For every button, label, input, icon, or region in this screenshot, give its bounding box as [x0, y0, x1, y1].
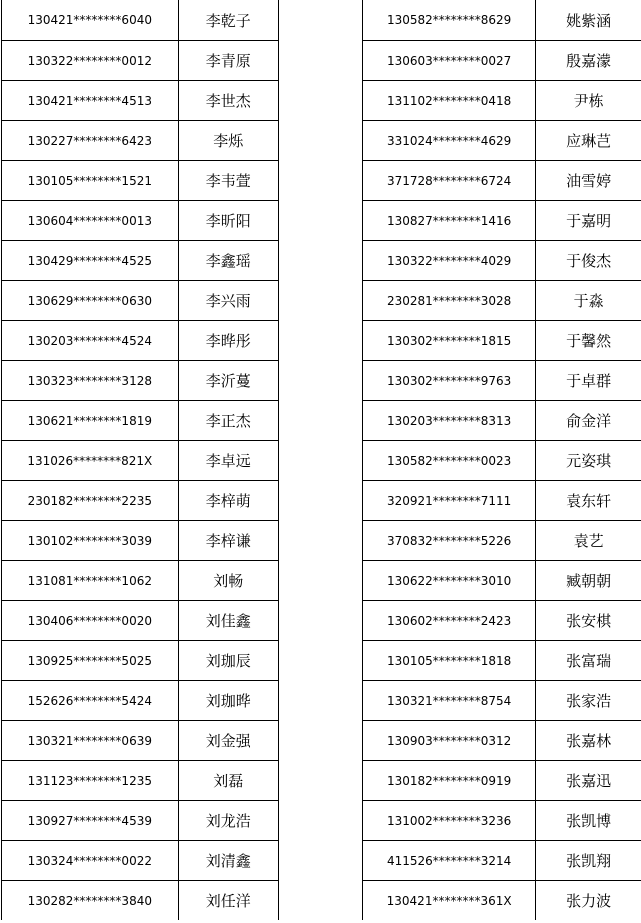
id-number-cell: 130421********4513: [2, 81, 179, 121]
name-cell: 张凯翔: [536, 841, 641, 881]
id-number-cell: 130321********0639: [2, 721, 179, 761]
table-row: [363, 161, 641, 201]
table-row: [2, 281, 279, 321]
name-cell: 袁艺: [536, 521, 641, 561]
table-row: [2, 401, 279, 441]
name-cell: 殷嘉濛: [536, 41, 641, 81]
name-cell: 李沂蔓: [178, 361, 278, 401]
name-cell: 李晔彤: [178, 321, 278, 361]
roster-table-right-body: [363, 0, 641, 920]
name-cell: 李青原: [178, 41, 278, 81]
name-cell: 张富瑞: [536, 641, 641, 681]
name-cell: 应琳芑: [536, 121, 641, 161]
id-number-cell: 130102********3039: [2, 521, 179, 561]
table-row: [2, 801, 279, 841]
id-number-cell: 130604********0013: [2, 201, 179, 241]
id-number-cell: 130629********0630: [2, 281, 179, 321]
id-number-cell: 130324********0022: [2, 841, 179, 881]
name-cell: 刘清鑫: [178, 841, 278, 881]
roster-table-left: [1, 0, 279, 920]
id-number-cell: 130302********1815: [363, 321, 536, 361]
id-number-cell: 130227********6423: [2, 121, 179, 161]
name-cell: 刘畅: [178, 561, 278, 601]
name-cell: 张嘉林: [536, 721, 641, 761]
id-number-cell: 130302********9763: [363, 361, 536, 401]
name-cell: 刘磊: [178, 761, 278, 801]
name-cell: 李烁: [178, 121, 278, 161]
id-number-cell: 131002********3236: [363, 801, 536, 841]
table-row: [363, 761, 641, 801]
name-cell: 于嘉明: [536, 201, 641, 241]
name-cell: 刘佳鑫: [178, 601, 278, 641]
name-cell: 刘龙浩: [178, 801, 278, 841]
name-cell: 尹栋: [536, 81, 641, 121]
name-cell: 于卓群: [536, 361, 641, 401]
table-row: [363, 321, 641, 361]
table-row: [2, 881, 279, 921]
name-cell: 刘金强: [178, 721, 278, 761]
name-cell: 张家浩: [536, 681, 641, 721]
id-number-cell: 130182********0919: [363, 761, 536, 801]
id-number-cell: 230281********3028: [363, 281, 536, 321]
name-cell: 袁东轩: [536, 481, 641, 521]
table-row: [2, 41, 279, 81]
name-cell: 臧朝朝: [536, 561, 641, 601]
id-number-cell: 370832********5226: [363, 521, 536, 561]
table-row: [2, 601, 279, 641]
id-number-cell: 130105********1818: [363, 641, 536, 681]
id-number-cell: 130421********361X: [363, 881, 536, 921]
name-cell: 刘任洋: [178, 881, 278, 921]
name-cell: 李卓远: [178, 441, 278, 481]
table-row: [2, 641, 279, 681]
name-cell: 李梓谦: [178, 521, 278, 561]
id-number-cell: 130582********0023: [363, 441, 536, 481]
name-cell: 刘珈晔: [178, 681, 278, 721]
table-row: [363, 721, 641, 761]
table-row: [2, 161, 279, 201]
id-number-cell: 131026********821X: [2, 441, 179, 481]
id-number-cell: 130406********0020: [2, 601, 179, 641]
id-number-cell: 131081********1062: [2, 561, 179, 601]
table-row: [363, 0, 641, 41]
name-cell: 刘珈辰: [178, 641, 278, 681]
id-number-cell: 130429********4525: [2, 241, 179, 281]
id-number-cell: 130323********3128: [2, 361, 179, 401]
id-number-cell: 130203********4524: [2, 321, 179, 361]
name-cell: 油雪婷: [536, 161, 641, 201]
name-cell: 李韦萱: [178, 161, 278, 201]
id-number-cell: 130602********2423: [363, 601, 536, 641]
table-row: [363, 601, 641, 641]
id-number-cell: 130827********1416: [363, 201, 536, 241]
table-row: [363, 521, 641, 561]
table-row: [2, 841, 279, 881]
table-row: [2, 201, 279, 241]
table-row: [2, 241, 279, 281]
name-cell: 李昕阳: [178, 201, 278, 241]
name-cell: 于馨然: [536, 321, 641, 361]
id-number-cell: 130927********4539: [2, 801, 179, 841]
table-row: [2, 761, 279, 801]
id-number-cell: 131102********0418: [363, 81, 536, 121]
id-number-cell: 331024********4629: [363, 121, 536, 161]
table-row: [363, 81, 641, 121]
name-cell: 张安棋: [536, 601, 641, 641]
table-row: [363, 201, 641, 241]
table-row: [2, 481, 279, 521]
table-row: [363, 641, 641, 681]
roster-table-left-body: [2, 0, 279, 920]
table-row: [363, 681, 641, 721]
id-number-cell: 130582********8629: [363, 0, 536, 41]
table-row: [2, 121, 279, 161]
table-row: [2, 81, 279, 121]
id-number-cell: 130925********5025: [2, 641, 179, 681]
table-row: [2, 321, 279, 361]
name-cell: 张力波: [536, 881, 641, 921]
table-row: [363, 881, 641, 921]
name-cell: 李兴雨: [178, 281, 278, 321]
name-cell: 李世杰: [178, 81, 278, 121]
id-number-cell: 152626********5424: [2, 681, 179, 721]
name-cell: 于俊杰: [536, 241, 641, 281]
roster-table-right: [362, 0, 641, 920]
id-number-cell: 320921********7111: [363, 481, 536, 521]
id-number-cell: 371728********6724: [363, 161, 536, 201]
table-row: [2, 441, 279, 481]
name-cell: 李鑫瑶: [178, 241, 278, 281]
table-row: [363, 801, 641, 841]
id-number-cell: 230182********2235: [2, 481, 179, 521]
id-number-cell: 130603********0027: [363, 41, 536, 81]
name-cell: 张凯博: [536, 801, 641, 841]
name-cell: 元姿琪: [536, 441, 641, 481]
table-row: [2, 681, 279, 721]
table-row: [363, 41, 641, 81]
id-number-cell: 130421********6040: [2, 0, 179, 41]
table-row: [363, 441, 641, 481]
name-cell: 李梓萌: [178, 481, 278, 521]
table-row: [363, 561, 641, 601]
name-cell: 于淼: [536, 281, 641, 321]
table-row: [363, 241, 641, 281]
name-cell: 俞金洋: [536, 401, 641, 441]
table-row: [2, 361, 279, 401]
table-row: [2, 521, 279, 561]
id-number-cell: 130321********8754: [363, 681, 536, 721]
table-row: [363, 281, 641, 321]
table-row: [363, 121, 641, 161]
id-number-cell: 130903********0312: [363, 721, 536, 761]
name-cell: 李正杰: [178, 401, 278, 441]
name-cell: 张嘉迅: [536, 761, 641, 801]
table-row: [2, 721, 279, 761]
id-number-cell: 131123********1235: [2, 761, 179, 801]
table-row: [2, 561, 279, 601]
id-number-cell: 130322********0012: [2, 41, 179, 81]
table-row: [363, 361, 641, 401]
id-number-cell: 411526********3214: [363, 841, 536, 881]
table-row: [363, 401, 641, 441]
id-number-cell: 130203********8313: [363, 401, 536, 441]
id-number-cell: 130282********3840: [2, 881, 179, 921]
id-number-cell: 130622********3010: [363, 561, 536, 601]
id-number-cell: 130105********1521: [2, 161, 179, 201]
table-row: [363, 841, 641, 881]
id-number-cell: 130322********4029: [363, 241, 536, 281]
table-row: [2, 0, 279, 41]
name-cell: 李乾子: [178, 0, 278, 41]
name-cell: 姚紫涵: [536, 0, 641, 41]
table-row: [363, 481, 641, 521]
id-number-cell: 130621********1819: [2, 401, 179, 441]
